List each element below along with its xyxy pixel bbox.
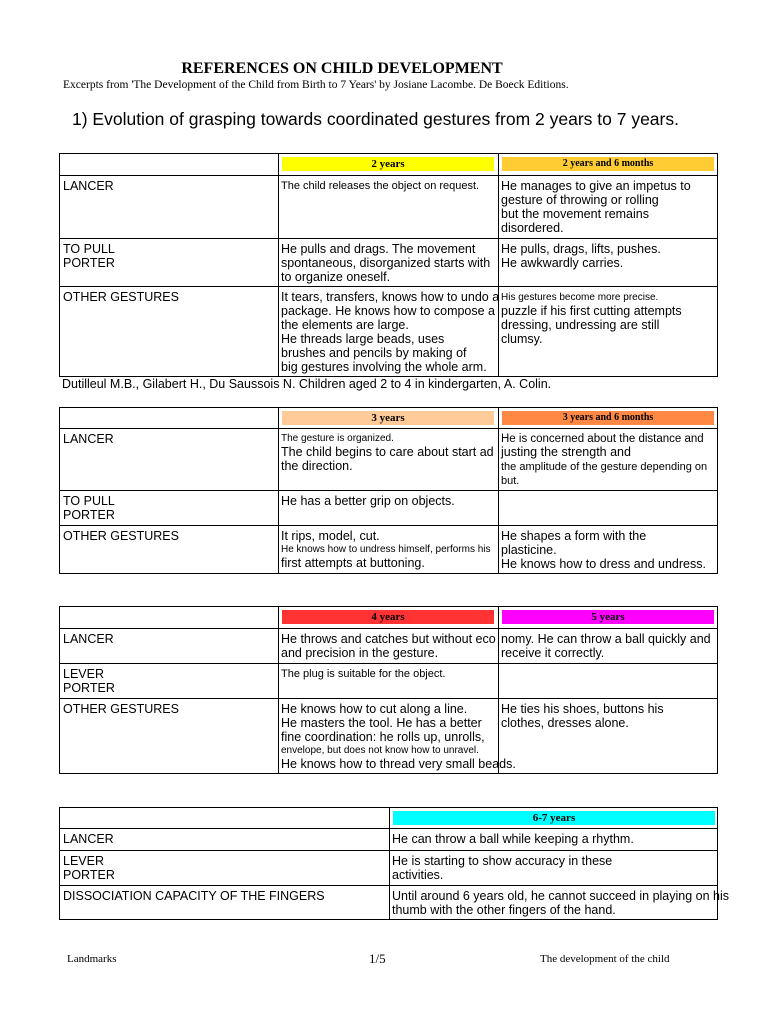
table-row bbox=[60, 629, 717, 664]
table-header-row bbox=[60, 408, 717, 429]
cell: He is starting to show accuracy in these activities. bbox=[392, 854, 613, 882]
header-5-years: 5 years bbox=[502, 610, 714, 624]
table-6-7-years bbox=[59, 807, 730, 920]
header-3-years: 3 years bbox=[282, 411, 494, 425]
row-label: LANCER bbox=[63, 179, 114, 193]
cell: He pulls and drags. The movement spontaneous, disorganized starts with to organize oneself. bbox=[281, 242, 491, 284]
cell: He throws and catches but without eco and precision in the gesture. bbox=[281, 632, 496, 660]
cell: The gesture is organized. bbox=[281, 433, 394, 444]
subtitle: Excerpts from 'The Development of the Child from Birth to 7 Years' by Josiane Lacombe. De Boeck Editions. bbox=[63, 79, 569, 91]
table-row bbox=[60, 491, 717, 526]
footer-right: The development of the child bbox=[540, 953, 670, 965]
cell: nomy. He can throw a ball quickly and receive it correctly. bbox=[501, 632, 711, 660]
cell: It tears, transfers, knows how to undo a package. He knows how to compose a the elements are large. He threads large beads, uses brushes and pencils by making of big gestures involving the whole arm. bbox=[281, 290, 500, 374]
table-row bbox=[60, 699, 717, 775]
cell: He has a better grip on objects. bbox=[281, 494, 455, 508]
cell: He can throw a ball while keeping a rhythm. bbox=[392, 832, 634, 846]
header-2-years: 2 years bbox=[282, 157, 494, 171]
cell: The plug is suitable for the object. bbox=[281, 668, 446, 680]
cell: He ties his shoes, buttons his clothes, dresses alone. bbox=[501, 702, 664, 730]
cell: Until around 6 years old, he cannot succeed in playing on his thumb with the other fingers of the hand. bbox=[392, 889, 730, 917]
cell: puzzle if his first cutting attempts dressing, undressing are still clumsy. bbox=[501, 304, 682, 346]
cell: It rips, model, cut. bbox=[281, 529, 380, 543]
table-header-row bbox=[60, 808, 717, 829]
cell: the amplitude of the gesture depending on but. bbox=[501, 461, 708, 487]
cell: He shapes a form with the plasticine. He knows how to dress and undress. bbox=[501, 529, 706, 571]
cell: He knows how to cut along a line. He masters the tool. He has a better fine coordination: he rolls up, unrolls, bbox=[281, 702, 485, 744]
header-2-years-6-months: 2 years and 6 months bbox=[502, 157, 714, 171]
cell: His gestures become more precise. bbox=[501, 292, 659, 303]
table-row bbox=[60, 851, 717, 886]
table-row bbox=[60, 664, 717, 699]
row-label: LEVER PORTER bbox=[63, 854, 115, 882]
table-row bbox=[60, 176, 717, 239]
cell: envelope, but does not know how to unravel. bbox=[281, 745, 479, 756]
cell: The child begins to care about start ad the direction. bbox=[281, 445, 494, 473]
table-row bbox=[60, 526, 717, 575]
table-header-row bbox=[60, 154, 717, 176]
cell: He is concerned about the distance and bbox=[501, 433, 704, 445]
table-2-years bbox=[59, 153, 718, 377]
cell: He manages to give an impetus to gesture of throwing or rolling but the movement remains disordered. bbox=[501, 179, 691, 235]
row-label: OTHER GESTURES bbox=[63, 290, 179, 304]
page-number: 1/5 bbox=[369, 951, 386, 966]
header-4-years: 4 years bbox=[282, 610, 494, 624]
table-row bbox=[60, 829, 717, 851]
cell: He pulls, drags, lifts, pushes. He awkwardly carries. bbox=[501, 242, 661, 270]
header-3-years-6-months: 3 years and 6 months bbox=[502, 411, 714, 425]
cell: justing the strength and bbox=[501, 445, 631, 459]
row-label: LEVER PORTER bbox=[63, 667, 115, 695]
cell: He knows how to thread very small beads. bbox=[281, 757, 516, 771]
table-row bbox=[60, 239, 717, 287]
row-label: LANCER bbox=[63, 832, 114, 846]
header-6-7-years: 6-7 years bbox=[393, 811, 715, 825]
section-heading: 1) Evolution of grasping towards coordinated gestures from 2 years to 7 years. bbox=[72, 109, 679, 129]
table-header-row bbox=[60, 607, 717, 629]
cell: The child releases the object on request. bbox=[281, 180, 480, 192]
row-label: OTHER GESTURES bbox=[63, 529, 179, 543]
table-3-years bbox=[59, 407, 718, 574]
cell: first attempts at buttoning. bbox=[281, 556, 425, 570]
row-label: LANCER bbox=[63, 632, 114, 646]
row-label: DISSOCIATION CAPACITY OF THE FINGERS bbox=[63, 889, 325, 903]
footer-left: Landmarks bbox=[67, 953, 117, 965]
table-row bbox=[60, 287, 717, 376]
row-label: TO PULL PORTER bbox=[63, 242, 115, 270]
table-row bbox=[60, 429, 717, 491]
table-row bbox=[60, 886, 730, 921]
row-label: OTHER GESTURES bbox=[63, 702, 179, 716]
cell: He knows how to undress himself, performs his bbox=[281, 544, 491, 555]
row-label: TO PULL PORTER bbox=[63, 494, 115, 522]
table-4-5-years bbox=[59, 606, 718, 774]
page-title: REFERENCES ON CHILD DEVELOPMENT bbox=[181, 60, 503, 77]
row-label: LANCER bbox=[63, 432, 114, 446]
source-note: Dutilleul M.B., Gilabert H., Du Saussois N. Children aged 2 to 4 in kindergarten, A. Colin. bbox=[62, 377, 552, 391]
